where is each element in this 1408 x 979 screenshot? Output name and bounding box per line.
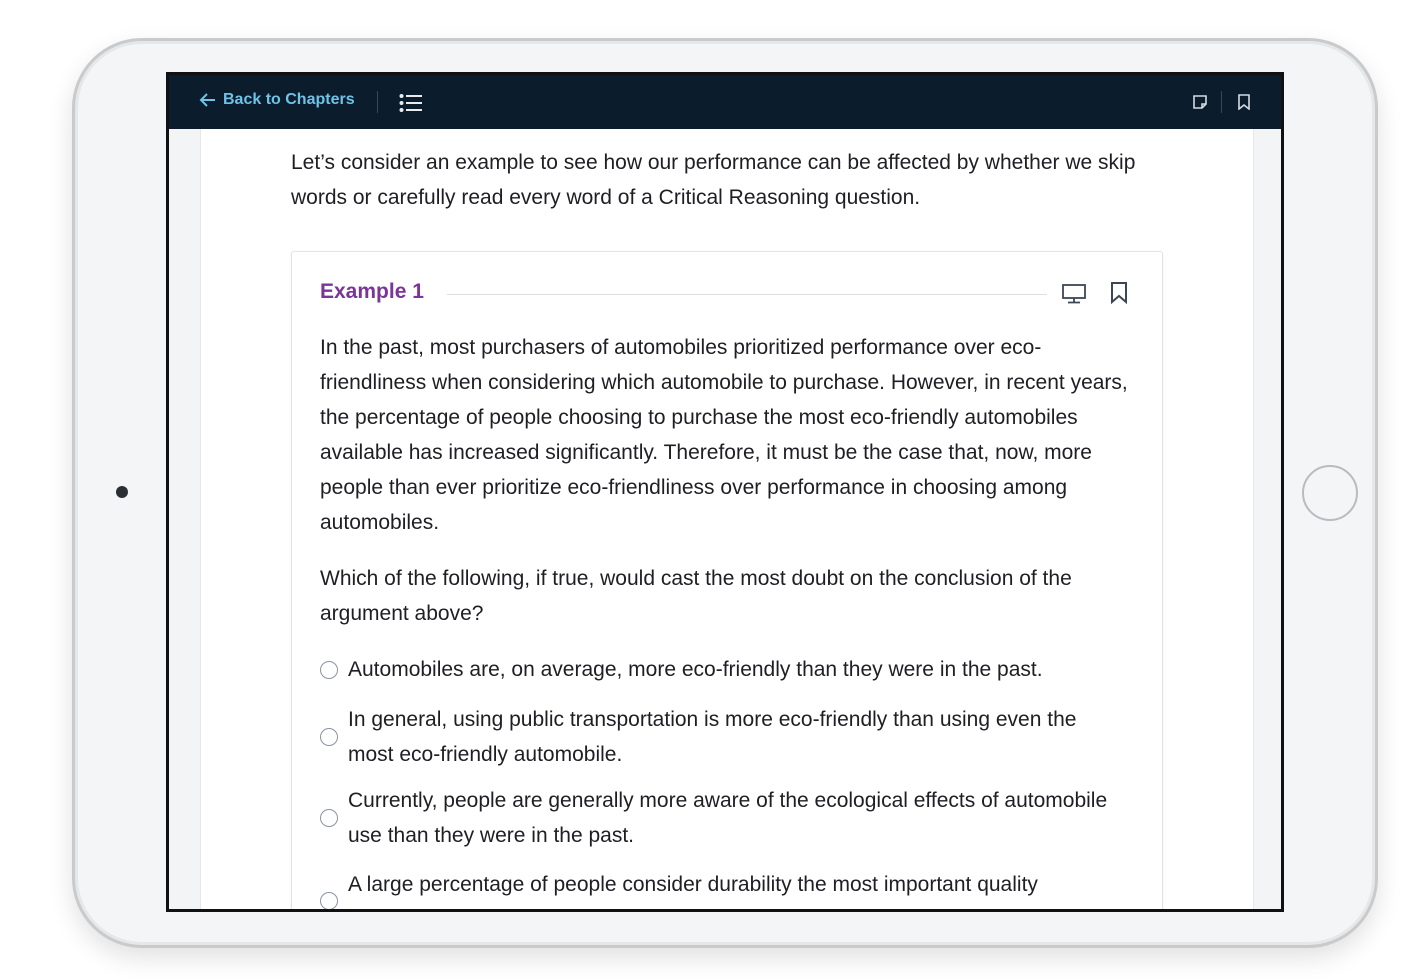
option-text: Currently, people are generally more aware of the ecological effects of automobile use than they were in the past. — [348, 789, 1108, 847]
screen — [166, 72, 1284, 912]
option-text: A large percentage of people consider durability the most important quality — [348, 873, 1038, 896]
option-text: In general, using public transportation is more eco-friendly than using even the most eco-friendly automobile. — [348, 708, 1077, 766]
note-icon[interactable] — [1192, 94, 1208, 110]
radio-button[interactable] — [320, 728, 338, 746]
bookmark-icon[interactable] — [1237, 94, 1251, 110]
answer-option[interactable] — [320, 652, 1120, 687]
camera — [116, 486, 128, 498]
divider — [447, 294, 1047, 295]
option-text: Automobiles are, on average, more eco-friendly than they were in the past. — [348, 658, 1043, 681]
content-page — [200, 129, 1254, 909]
radio-button[interactable] — [320, 661, 338, 679]
question-text: Which of the following, if true, would cast the most doubt on the conclusion of the argument above? — [320, 567, 1072, 625]
list-icon[interactable] — [399, 93, 423, 113]
monitor-icon[interactable] — [1062, 284, 1086, 304]
top-bar — [169, 75, 1281, 129]
example-card — [291, 251, 1163, 912]
answer-option[interactable] — [320, 867, 1120, 910]
back-to-chapters-link[interactable] — [199, 91, 355, 109]
divider — [377, 91, 378, 113]
radio-button[interactable] — [320, 809, 338, 827]
bookmark-icon[interactable] — [1110, 282, 1128, 304]
divider — [1221, 91, 1222, 113]
passage-text: In the past, most purchasers of automobiles prioritized performance over eco-friendliness when considering which automobile to purchase. However, in recent years, the percentage of people choosing to purchase the most eco-friendly automobiles available has increased significantly. Therefore, it must be the case that, now, more people than ever prioritize eco-friendliness over performance in choosing among automobiles. — [320, 336, 1128, 534]
home-button — [1302, 465, 1358, 521]
answer-option[interactable] — [320, 783, 1120, 853]
answer-option[interactable] — [320, 702, 1120, 772]
radio-button[interactable] — [320, 892, 338, 910]
example-title: Example 1 — [320, 280, 424, 303]
arrow-left-icon — [199, 92, 217, 108]
intro-text: Let’s consider an example to see how our performance can be affected by whether we skip words or carefully read every word of a Critical Reasoning question. — [291, 151, 1136, 209]
back-label: Back to Chapters — [223, 91, 355, 108]
